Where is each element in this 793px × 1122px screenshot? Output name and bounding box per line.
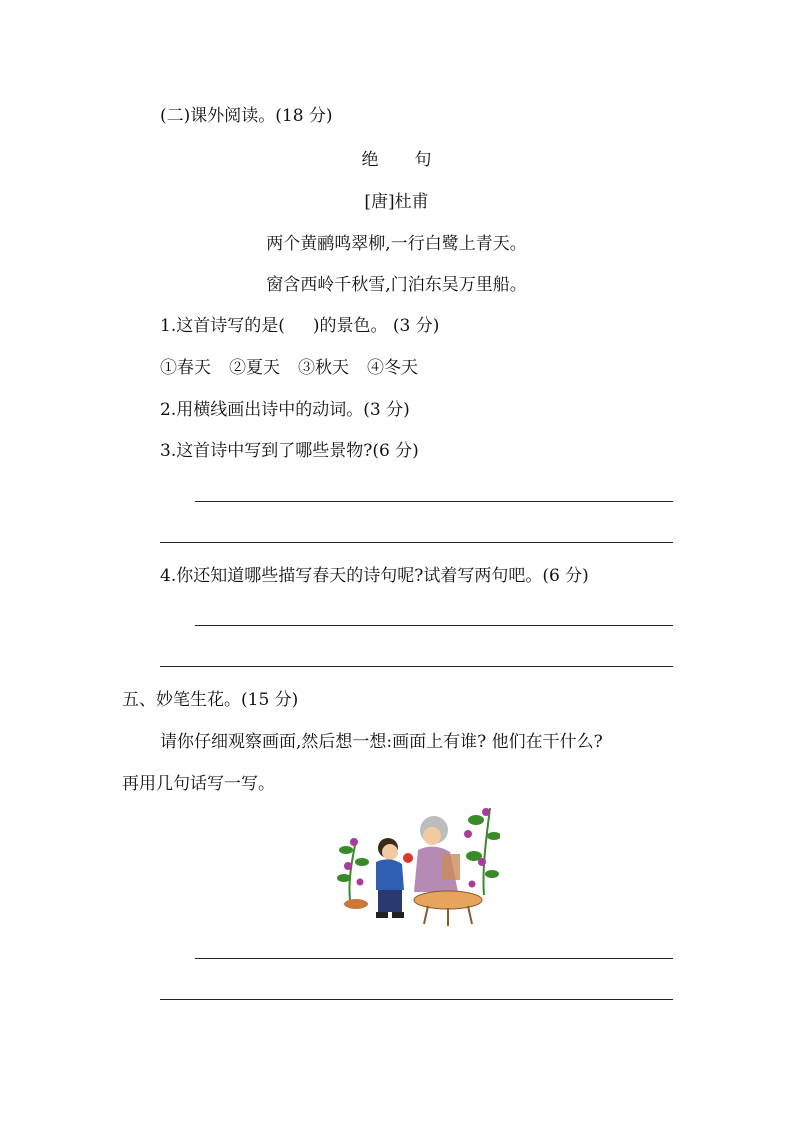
question-1 xyxy=(160,316,439,336)
answer-line[interactable] xyxy=(160,666,673,667)
grandma-figure xyxy=(414,816,460,892)
question-1-after: )的景色。 (3 分) xyxy=(312,316,440,336)
section5-heading: 五、妙笔生花。(15 分) xyxy=(122,690,299,710)
right-flower-plant xyxy=(464,808,500,895)
question-2: 2.用横线画出诗中的动词。(3 分) xyxy=(160,400,410,420)
answer-line[interactable] xyxy=(195,625,673,626)
poem-title xyxy=(0,150,793,170)
option-2: ②夏天 xyxy=(229,358,280,378)
grandma-and-boy-illustration xyxy=(336,800,500,928)
question-1-options xyxy=(160,358,436,378)
answer-line[interactable] xyxy=(160,542,673,543)
poem-line-2: 窗含西岭千秋雪,门泊东吴万里船。 xyxy=(266,275,527,295)
left-flower-plant xyxy=(337,838,369,909)
poem-author: [唐]杜甫 xyxy=(364,192,429,212)
boy-figure xyxy=(376,838,413,918)
section2-heading: (二)课外阅读。(18 分) xyxy=(160,106,333,126)
option-4: ④冬天 xyxy=(367,358,418,378)
answer-line[interactable] xyxy=(160,999,673,1000)
round-table xyxy=(414,891,482,926)
answer-line[interactable] xyxy=(195,958,673,959)
question-3: 3.这首诗中写到了哪些景物?(6 分) xyxy=(160,441,419,461)
poem-line-1: 两个黄鹂鸣翠柳,一行白鹭上青天。 xyxy=(266,234,527,254)
question-1-before: 1.这首诗写的是( xyxy=(160,316,285,336)
section5-prompt-line2: 再用几句话写一写。 xyxy=(122,774,275,794)
option-1: ①春天 xyxy=(160,358,211,378)
option-3: ③秋天 xyxy=(298,358,349,378)
answer-line[interactable] xyxy=(195,501,673,502)
question-4: 4.你还知道哪些描写春天的诗句呢?试着写两句吧。(6 分) xyxy=(160,566,589,586)
poem-title-char1: 绝 xyxy=(361,150,379,170)
section5-prompt-line1: 请你仔细观察画面,然后想一想:画面上有谁? 他们在干什么? xyxy=(160,732,603,752)
poem-title-char2: 句 xyxy=(414,150,432,170)
